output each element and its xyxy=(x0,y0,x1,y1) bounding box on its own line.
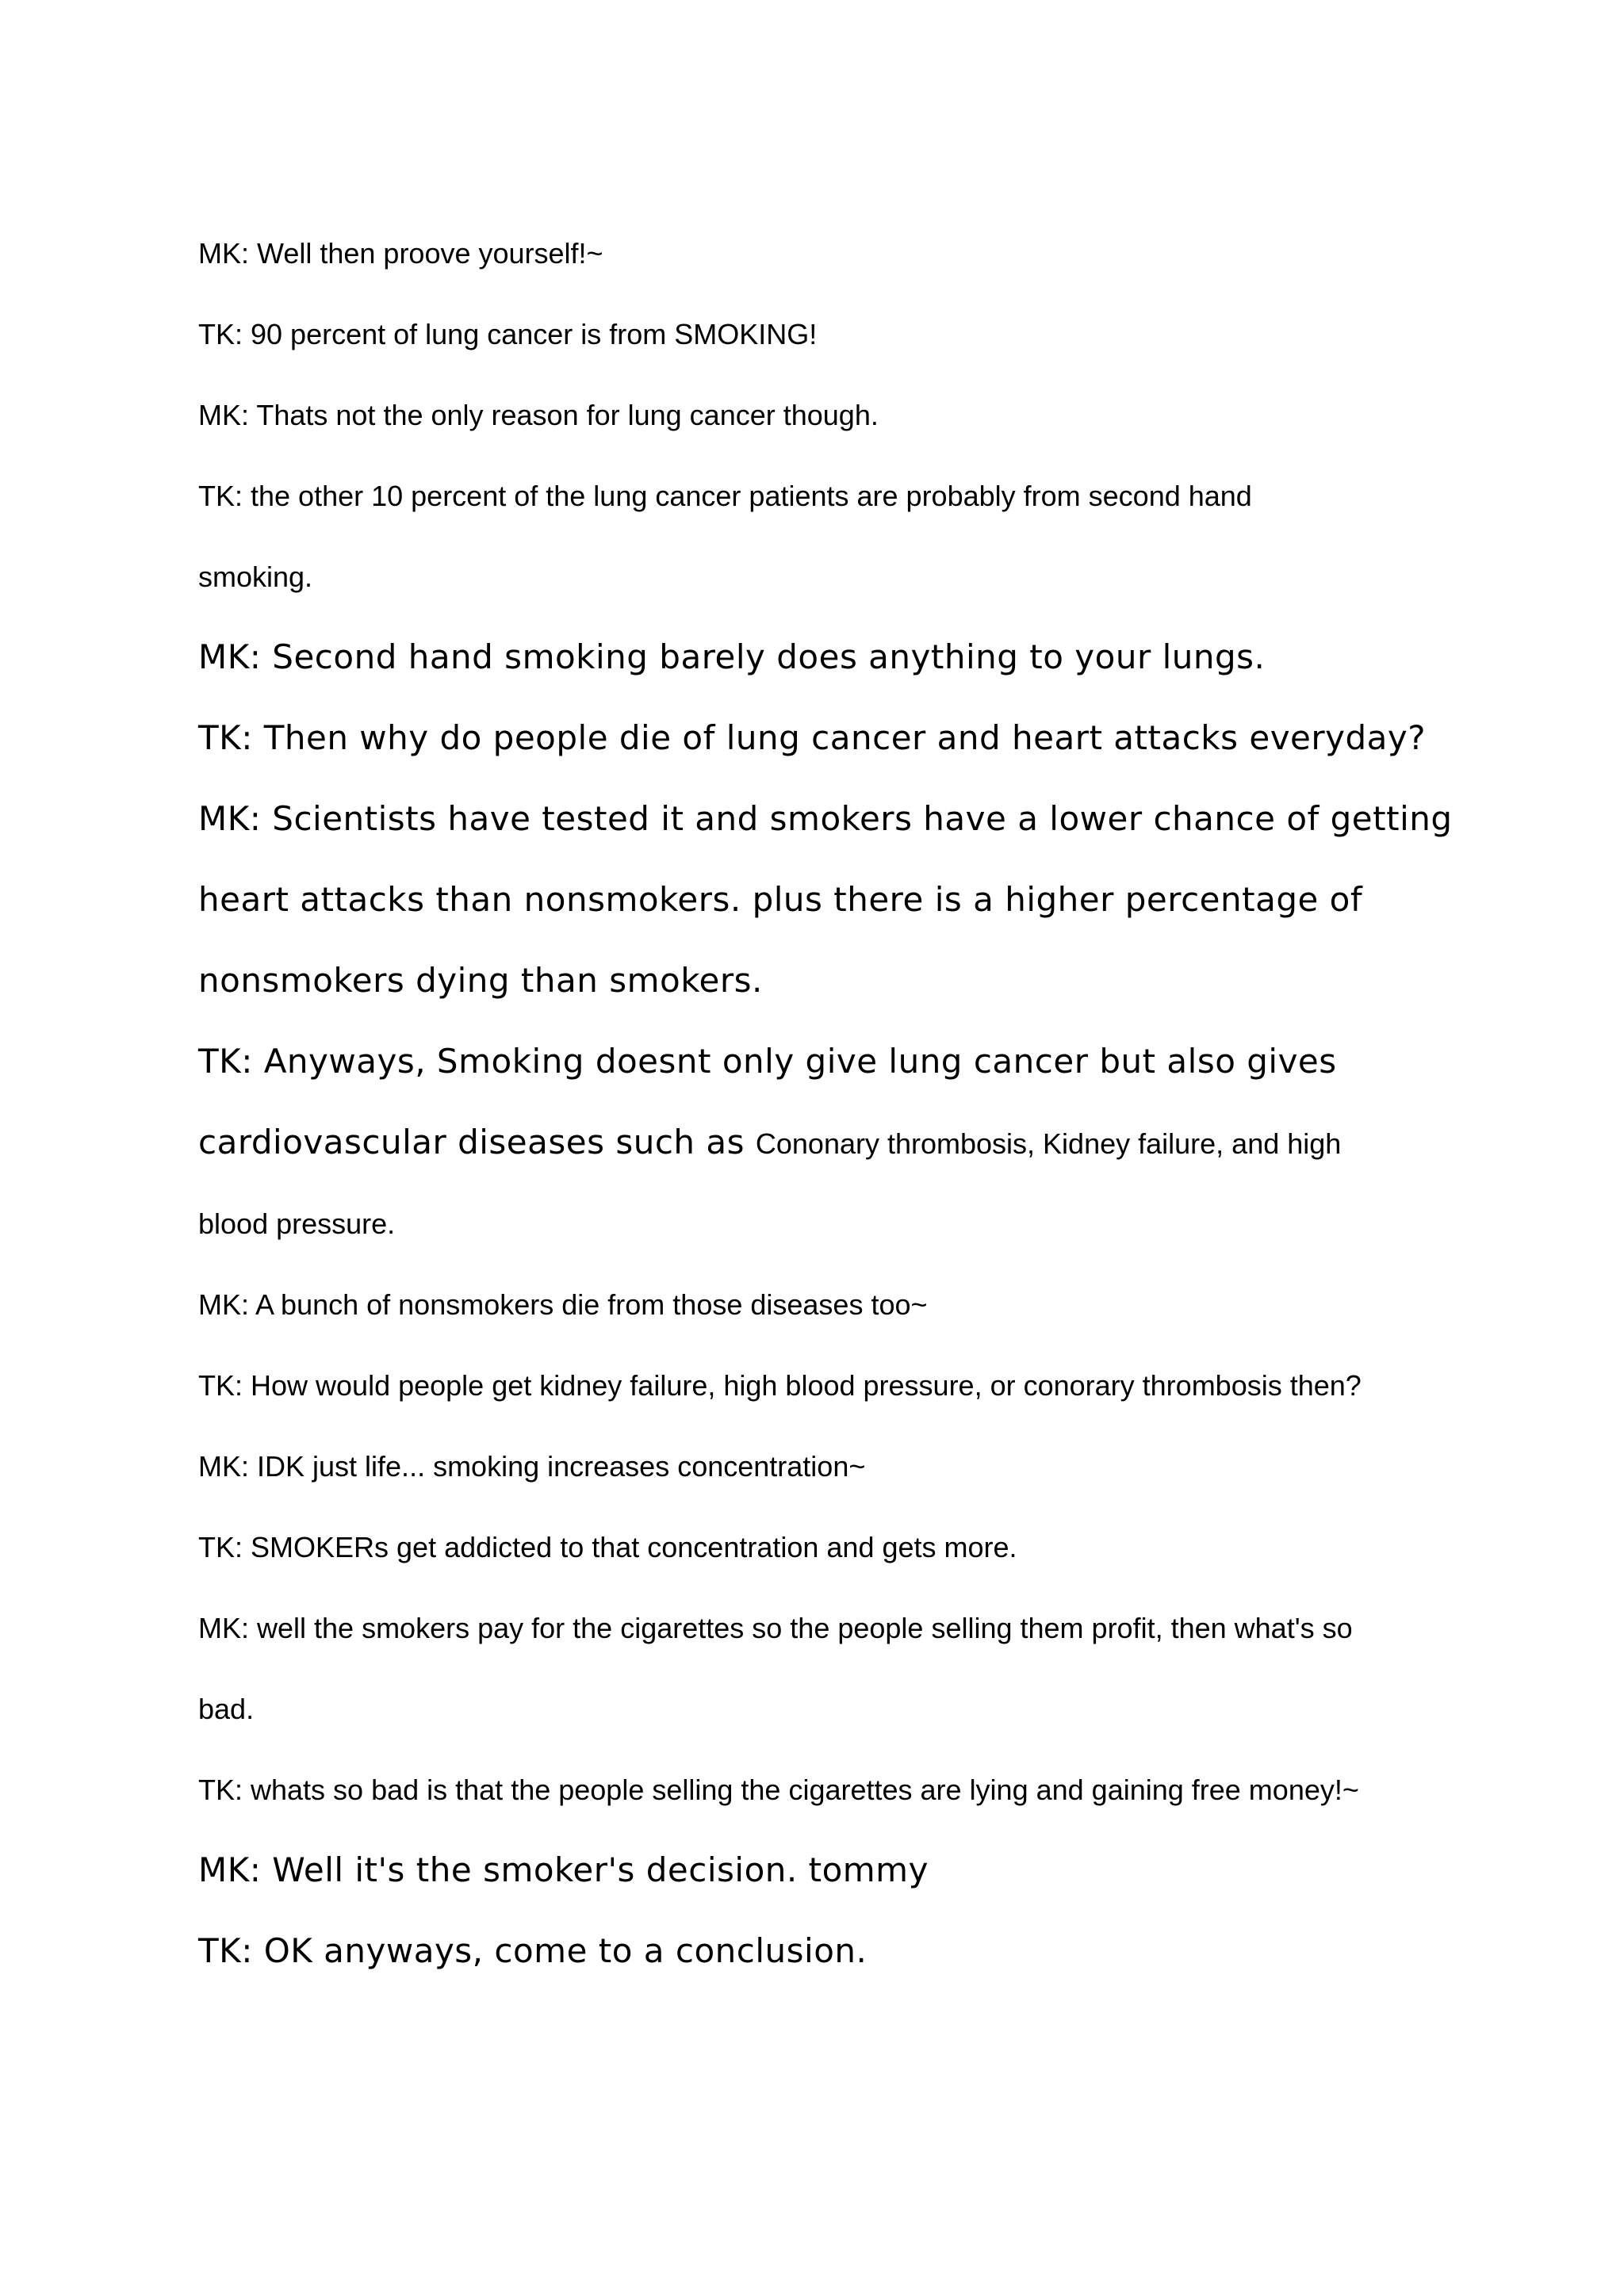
dialogue-line: TK: 90 percent of lung cancer is from SMOKING! xyxy=(198,318,818,350)
dialogue-line: TK: Anyways, Smoking doesnt only give lung cancer but also gives xyxy=(198,1042,1337,1081)
dialogue-line: MK: IDK just life... smoking increases concentration~ xyxy=(198,1450,866,1483)
dialogue-segment: Cononary thrombosis, Kidney failure, and high xyxy=(755,1127,1342,1160)
dialogue-line: MK: Well then proove yourself!~ xyxy=(198,237,603,270)
dialogue-line: MK: Scientists have tested it and smokers have a lower chance of getting xyxy=(198,799,1453,838)
dialogue-line xyxy=(198,1123,1342,1161)
dialogue-line: MK: well the smokers pay for the cigarettes so the people selling them profit, then what's so xyxy=(198,1612,1353,1644)
dialogue-line: MK: Well it's the smoker's decision. tommy xyxy=(198,1850,929,1889)
dialogue-line: bad. xyxy=(198,1693,255,1725)
dialogue-line: TK: OK anyways, come to a conclusion. xyxy=(198,1931,868,1970)
dialogue-line: TK: How would people get kidney failure, high blood pressure, or conorary thrombosis then? xyxy=(198,1369,1362,1402)
dialogue-line: MK: Second hand smoking barely does anything to your lungs. xyxy=(198,637,1266,676)
dialogue-line: smoking. xyxy=(198,561,313,593)
dialogue-line: MK: Thats not the only reason for lung cancer though. xyxy=(198,399,879,431)
dialogue-segment: cardiovascular diseases such as xyxy=(198,1123,756,1161)
dialogue-line: TK: Then why do people die of lung cancer and heart attacks everyday? xyxy=(198,718,1427,757)
dialogue-line: TK: the other 10 percent of the lung cancer patients are probably from second hand xyxy=(198,480,1252,512)
dialogue-line: heart attacks than nonsmokers. plus there is a higher percentage of xyxy=(198,880,1363,919)
dialogue-line: MK: A bunch of nonsmokers die from those diseases too~ xyxy=(198,1288,928,1321)
dialogue-line: blood pressure. xyxy=(198,1207,396,1240)
dialogue-line: nonsmokers dying than smokers. xyxy=(198,961,763,1000)
dialogue-line: TK: SMOKERs get addicted to that concentration and gets more. xyxy=(198,1531,1017,1563)
dialogue-line: TK: whats so bad is that the people selling the cigarettes are lying and gaining free money!~ xyxy=(198,1774,1359,1806)
